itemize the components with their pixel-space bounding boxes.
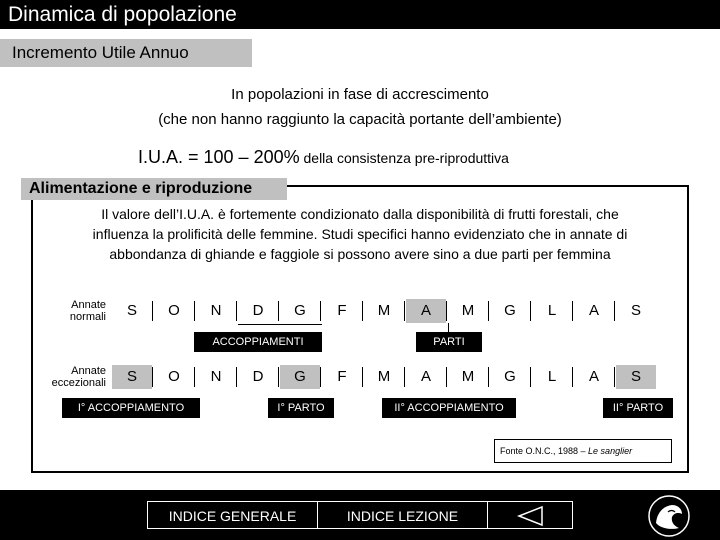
- exceptional-month-11: A: [588, 368, 599, 385]
- exceptional-month-10: L: [547, 368, 557, 385]
- exceptional-month-divider: [446, 367, 447, 387]
- boar-logo-icon: [648, 495, 690, 537]
- panel-paragraph-line-1: Il valore dell’I.U.A. è fortemente condizionato dalla disponibilità di frutti forestali, che: [101, 206, 619, 222]
- normal-month-12: S: [630, 302, 641, 319]
- source-title: Le sanglier: [588, 446, 633, 456]
- normal-month-divider: [320, 301, 321, 321]
- normal-month-divider: [278, 301, 279, 321]
- tag-second-mating: II° ACCOPPIAMENTO: [382, 398, 516, 418]
- normal-month-1: O: [168, 302, 180, 319]
- normal-month-4: G: [294, 302, 306, 319]
- normal-month-divider: [362, 301, 363, 321]
- exceptional-month-divider: [362, 367, 363, 387]
- nav-lesson-index-button[interactable]: INDICE LEZIONE: [317, 501, 488, 529]
- normal-month-divider: [404, 301, 405, 321]
- normal-month-divider: [530, 301, 531, 321]
- normal-month-divider: [614, 301, 615, 321]
- triangle-left-icon: [516, 505, 546, 527]
- source-citation: [494, 439, 672, 463]
- exceptional-row-label-line1: Annate: [71, 365, 106, 377]
- exceptional-month-8: M: [461, 368, 475, 385]
- exceptional-month-divider: [572, 367, 573, 387]
- normal-month-10: L: [547, 302, 557, 319]
- exceptional-month-1: O: [168, 368, 180, 385]
- exceptional-month-5: F: [337, 368, 347, 385]
- exceptional-month-divider: [530, 367, 531, 387]
- normal-row-label-line2: normali: [69, 311, 106, 323]
- normal-month-7: A: [406, 299, 446, 323]
- normal-month-0: S: [126, 302, 137, 319]
- exceptional-month-0: S: [112, 365, 152, 389]
- normal-month-3: D: [252, 302, 264, 319]
- mating-range-line: [238, 324, 322, 325]
- normal-month-2: N: [210, 302, 222, 319]
- exceptional-month-3: D: [252, 368, 264, 385]
- nav-general-index-button[interactable]: INDICE GENERALE: [147, 501, 318, 529]
- page-title: Dinamica di popolazione: [8, 3, 237, 26]
- normal-row-label: [40, 299, 106, 323]
- normal-month-divider: [446, 301, 447, 321]
- tag-accoppiamenti: ACCOPPIAMENTI: [194, 332, 322, 352]
- exceptional-month-divider: [236, 367, 237, 387]
- exceptional-month-divider: [278, 367, 279, 387]
- normal-month-5: F: [337, 302, 347, 319]
- exceptional-month-divider: [152, 367, 153, 387]
- exceptional-month-9: G: [504, 368, 516, 385]
- formula-suffix: della consistenza pre-riproduttiva: [299, 150, 509, 166]
- normal-month-11: A: [588, 302, 599, 319]
- exceptional-month-divider: [320, 367, 321, 387]
- exceptional-month-12: S: [616, 365, 656, 389]
- tag-parti: PARTI: [416, 332, 482, 352]
- normal-month-8: M: [461, 302, 475, 319]
- formula-main: I.U.A. = 100 – 200%: [138, 147, 300, 167]
- exceptional-month-divider: [488, 367, 489, 387]
- intro-line-2: (che non hanno raggiunto la capacità portante dell’ambiente): [158, 111, 562, 128]
- exceptional-row-label-line2: eccezionali: [51, 377, 106, 389]
- exceptional-month-2: N: [210, 368, 222, 385]
- intro-line-1: In popolazioni in fase di accrescimento: [231, 86, 489, 103]
- section-subtitle: Incremento Utile Annuo: [12, 43, 189, 62]
- normal-row-label-line1: Annate: [71, 299, 106, 311]
- normal-month-divider: [152, 301, 153, 321]
- panel-paragraph-line-3: abbondanza di ghiande e faggiole si possono avere sino a due parti per femmina: [109, 246, 611, 262]
- exceptional-month-divider: [614, 367, 615, 387]
- normal-month-9: G: [504, 302, 516, 319]
- tag-first-birth: I° PARTO: [268, 398, 334, 418]
- exceptional-month-divider: [404, 367, 405, 387]
- back-button[interactable]: [487, 501, 573, 529]
- tag-second-birth: II° PARTO: [603, 398, 673, 418]
- normal-month-divider: [488, 301, 489, 321]
- normal-month-divider: [194, 301, 195, 321]
- panel-paragraph-line-2: influenza la prolificità delle femmine. Studi specifici hanno evidenziato che in annate di: [92, 226, 628, 242]
- normal-month-divider: [236, 301, 237, 321]
- normal-month-6: M: [377, 302, 391, 319]
- normal-month-divider: [572, 301, 573, 321]
- panel-title: Alimentazione e riproduzione: [29, 180, 253, 197]
- exceptional-month-divider: [194, 367, 195, 387]
- formula: [138, 147, 509, 168]
- exceptional-row-label: [30, 365, 106, 389]
- tag-first-mating: I° ACCOPPIAMENTO: [62, 398, 200, 418]
- exceptional-month-4: G: [280, 365, 320, 389]
- exceptional-month-7: A: [420, 368, 431, 385]
- exceptional-month-6: M: [377, 368, 391, 385]
- source-prefix: Fonte O.N.C., 1988 –: [500, 446, 589, 456]
